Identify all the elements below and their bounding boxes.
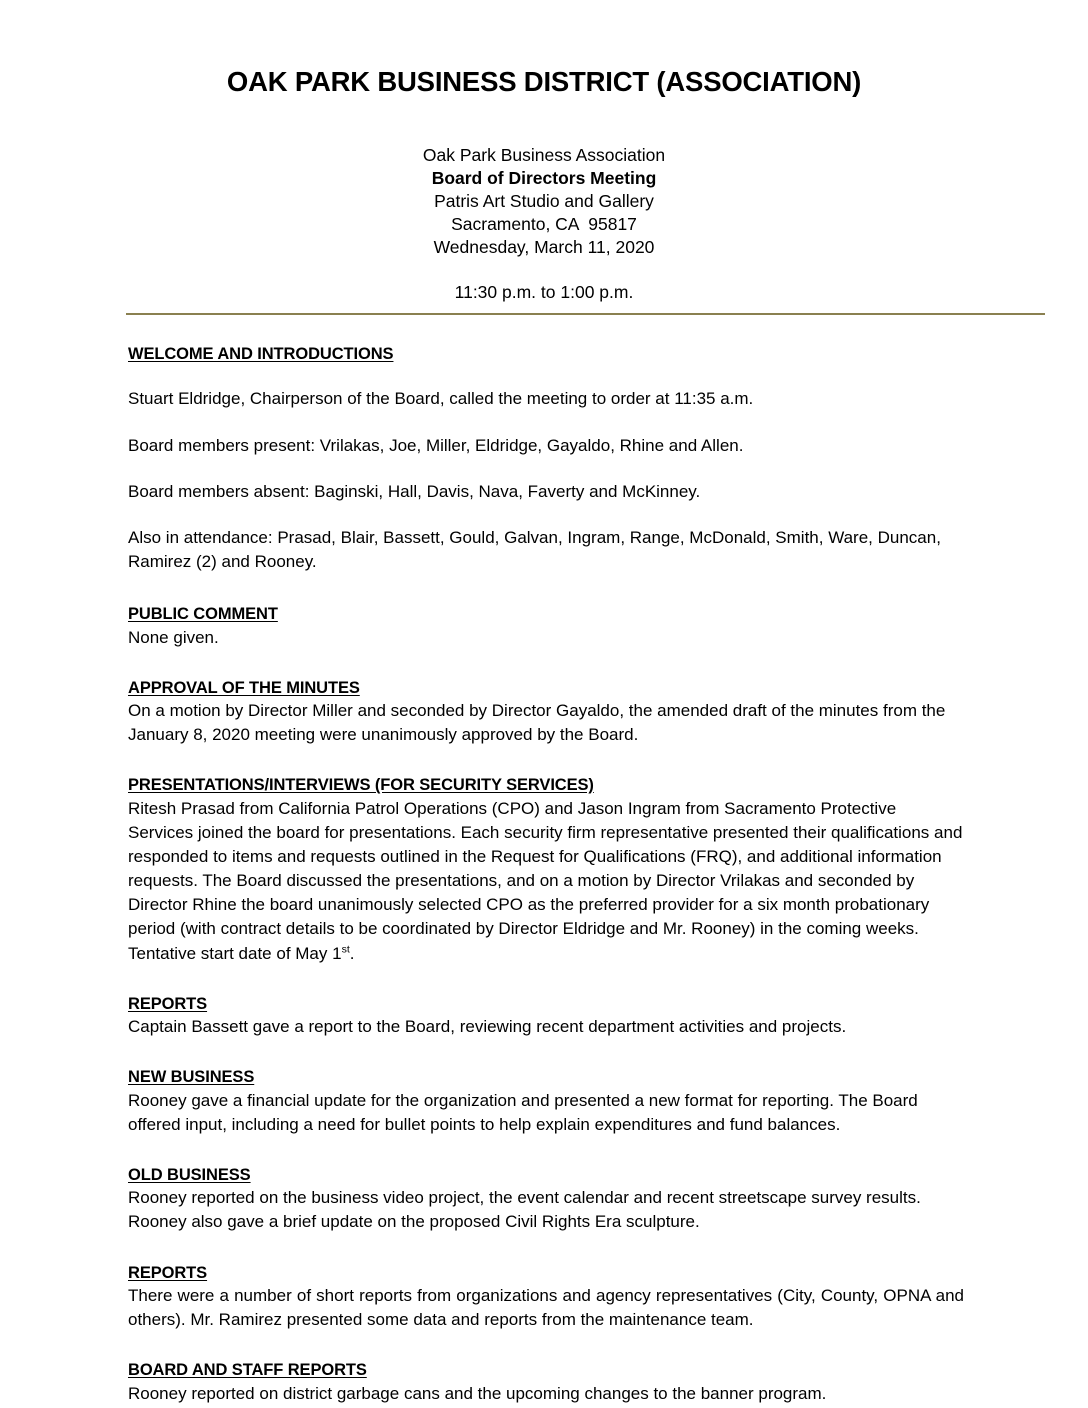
section-heading: PUBLIC COMMENT (128, 605, 278, 624)
section-heading: REPORTS (128, 1263, 208, 1282)
section-paragraph: There were a number of short reports from organizations and agency representatives (City, County, OPNA and others). Mr. Ramirez presented some data and reports from the maintenance team. (128, 1286, 964, 1330)
section-heading: BOARD AND STAFF REPORTS (128, 1361, 367, 1380)
section-heading: OLD BUSINESS (128, 1165, 251, 1184)
section-paragraph: Rooney reported on district garbage cans and the upcoming changes to the banner program. (128, 1383, 827, 1403)
section-board-and-staff-reports (128, 1360, 964, 1406)
paragraph-text: Ritesh Prasad from California Patrol Operations (CPO) and Jason Ingram from Sacramento Protective Services joined the board for presentations. Each security firm representative presented their qualifications and responded to items and requests outlined in the Request for Qualifications (FRQ), and additional information requests. The Board discussed the presentations, and on a motion by Director Vrilakas and seconded by Director Rhine the board unanimously selected CPO as the preferred provider for a six month probationary period (with contract details to be coordinated by Director Eldridge and Mr. Rooney) in the coming weeks. Tentative start date of May 1 (128, 798, 963, 963)
section-presentations-interviews (128, 775, 964, 965)
section-new-business (128, 1067, 964, 1137)
section-heading: APPROVAL OF THE MINUTES (128, 678, 360, 697)
divider-rule (126, 313, 1045, 315)
section-paragraph: Rooney reported on the business video project, the event calendar and recent streetscape survey results. Rooney also gave a brief update on the proposed Civil Rights Era sculpture. (128, 1188, 921, 1232)
ordinal-suffix: st (341, 942, 350, 955)
section-paragraph: Stuart Eldridge, Chairperson of the Board, called the meeting to order at 11:35 a.m. (128, 389, 754, 409)
paragraph-terminator: . (349, 943, 355, 963)
header-city-state-zip: Sacramento, CA 95817 (451, 213, 637, 234)
section-paragraph: Board members absent: Baginski, Hall, Davis, Nava, Faverty and McKinney. (128, 481, 701, 501)
section-approval-of-the-minutes (128, 678, 964, 748)
document-body (128, 344, 964, 1406)
header-organization: Oak Park Business Association (422, 144, 666, 165)
header-meeting-type: Board of Directors Meeting (431, 167, 657, 188)
section-heading: WELCOME AND INTRODUCTIONS (128, 345, 394, 363)
section-paragraph (128, 797, 964, 966)
meeting-header-block (0, 98, 1088, 305)
section-paragraph: Captain Bassett gave a report to the Board, reviewing recent department activities and projects. (128, 1017, 847, 1037)
section-paragraph: On a motion by Director Miller and seconded by Director Gayaldo, the amended draft of the minutes from the January 8, 2020 meeting were unanimously approved by the Board. (128, 701, 946, 745)
section-heading: REPORTS (128, 994, 208, 1013)
header-venue: Patris Art Studio and Gallery (434, 190, 654, 211)
header-time: 11:30 p.m. to 1:00 p.m. (454, 282, 634, 303)
section-paragraph: None given. (128, 627, 219, 647)
section-old-business (128, 1165, 964, 1235)
section-welcome-and-introductions (128, 344, 964, 574)
header-spacer (0, 259, 1088, 281)
section-heading: PRESENTATIONS/INTERVIEWS (FOR SECURITY SERVICES) (128, 776, 594, 795)
header-divider (126, 313, 1045, 316)
section-paragraph: Also in attendance: Prasad, Blair, Bassett, Gould, Galvan, Ingram, Range, McDonald, Smith, Ware, Duncan, Ramirez (2) and Rooney. (128, 527, 941, 571)
section-paragraph: Rooney gave a financial update for the organization and presented a new format for reporting. The Board offered input, including a need for bullet points to help explain expenditures and fund balances. (128, 1090, 918, 1134)
section-reports-agency (128, 1263, 964, 1333)
section-paragraph: Board members present: Vrilakas, Joe, Miller, Eldridge, Gayaldo, Rhine and Allen. (128, 435, 744, 455)
section-public-comment (128, 604, 964, 650)
section-heading: NEW BUSINESS (128, 1068, 255, 1087)
page-title: OAK PARK BUSINESS DISTRICT (ASSOCIATION) (226, 66, 862, 97)
section-reports-captain-bassett (128, 994, 964, 1040)
header-date: Wednesday, March 11, 2020 (433, 237, 655, 257)
